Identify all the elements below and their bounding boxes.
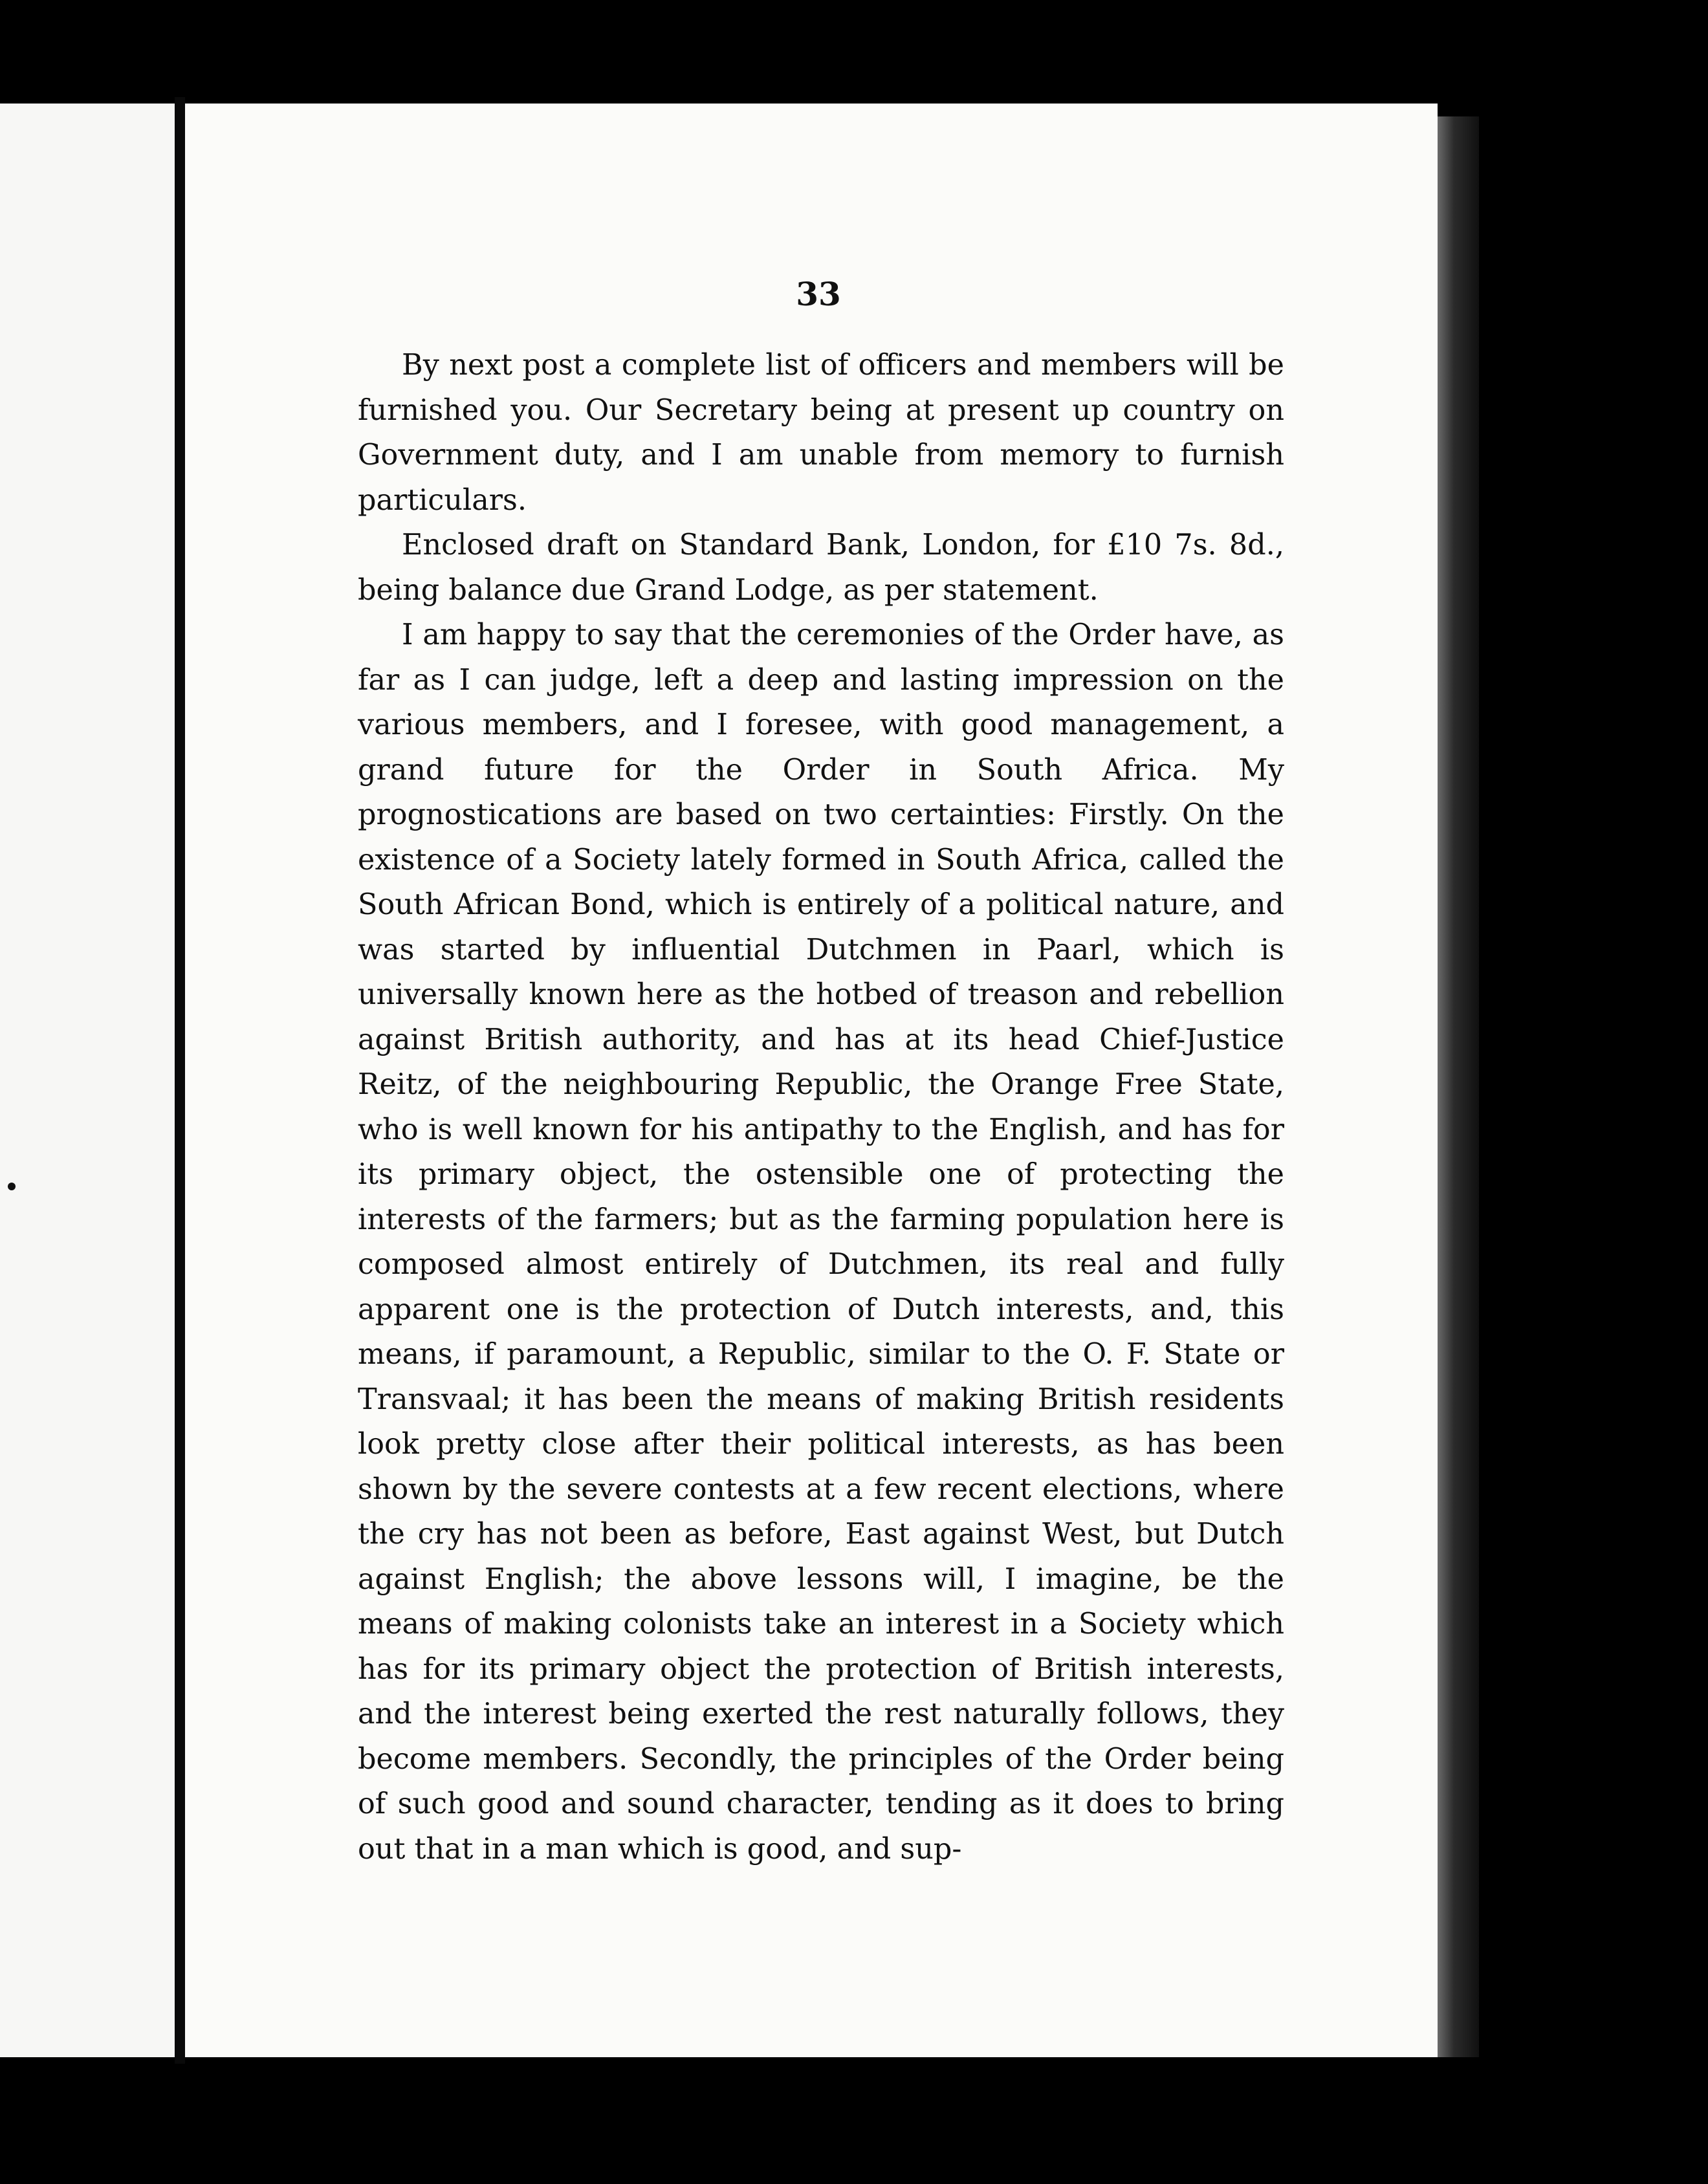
scan-speck xyxy=(8,1183,16,1190)
book-gutter xyxy=(175,97,185,2064)
paragraph: Enclosed draft on Standard Bank, London, for £10 7s. 8d., being balance due Grand Lodge, as per statement. xyxy=(358,529,1284,607)
body-text xyxy=(358,343,1284,1872)
facing-page-edge xyxy=(0,104,175,2057)
page-stack-edge xyxy=(1438,116,1479,2057)
paragraph: By next post a complete list of officers and members will be furnished you. Our Secretary being at present up country on Government duty, and I am unable from memory to furnish particulars. xyxy=(358,349,1284,517)
paragraph: I am happy to say that the ceremonies of the Order have, as far as I can judge, left a deep and lasting impression on the various members, and I foresee, with good management, a grand future for the Order in South Africa. My prognostications are based on two certainties: Firstly. On the existence of a Society lately formed in South Africa, called the South African Bond, which is entirely of a political nature, and was started by influential Dutchmen in Paarl, which is universally known here as the hotbed of treason and rebellion against British authority, and has at its head Chief-Justice Reitz, of the neighbouring Republic, the Orange Free State, who is well known for his antipathy to the English, and has for its primary object, the ostensible one of protecting the interests of the farmers; but as the farming population here is composed almost entirely of Dutchmen, its real and fully apparent one is the protection of Dutch interests, and, this means, if paramount, a Republic, similar to the O. F. State or Transvaal; it has been the means of making British residents look pretty close after their political interests, as has been shown by the severe contests at a few recent elections, where the cry has not been as before, East against West, but Dutch against English; the above lessons will, I imagine, be the means of making colonists take an interest in a Society which has for its primary object the protection of British interests, and the interest being exerted the rest naturally follows, they become members. Secondly, the principles of the Order being of such good and sound character, tending as it does to bring out that in a man which is good, and sup- xyxy=(358,618,1284,1866)
page-number: 33 xyxy=(796,275,841,313)
